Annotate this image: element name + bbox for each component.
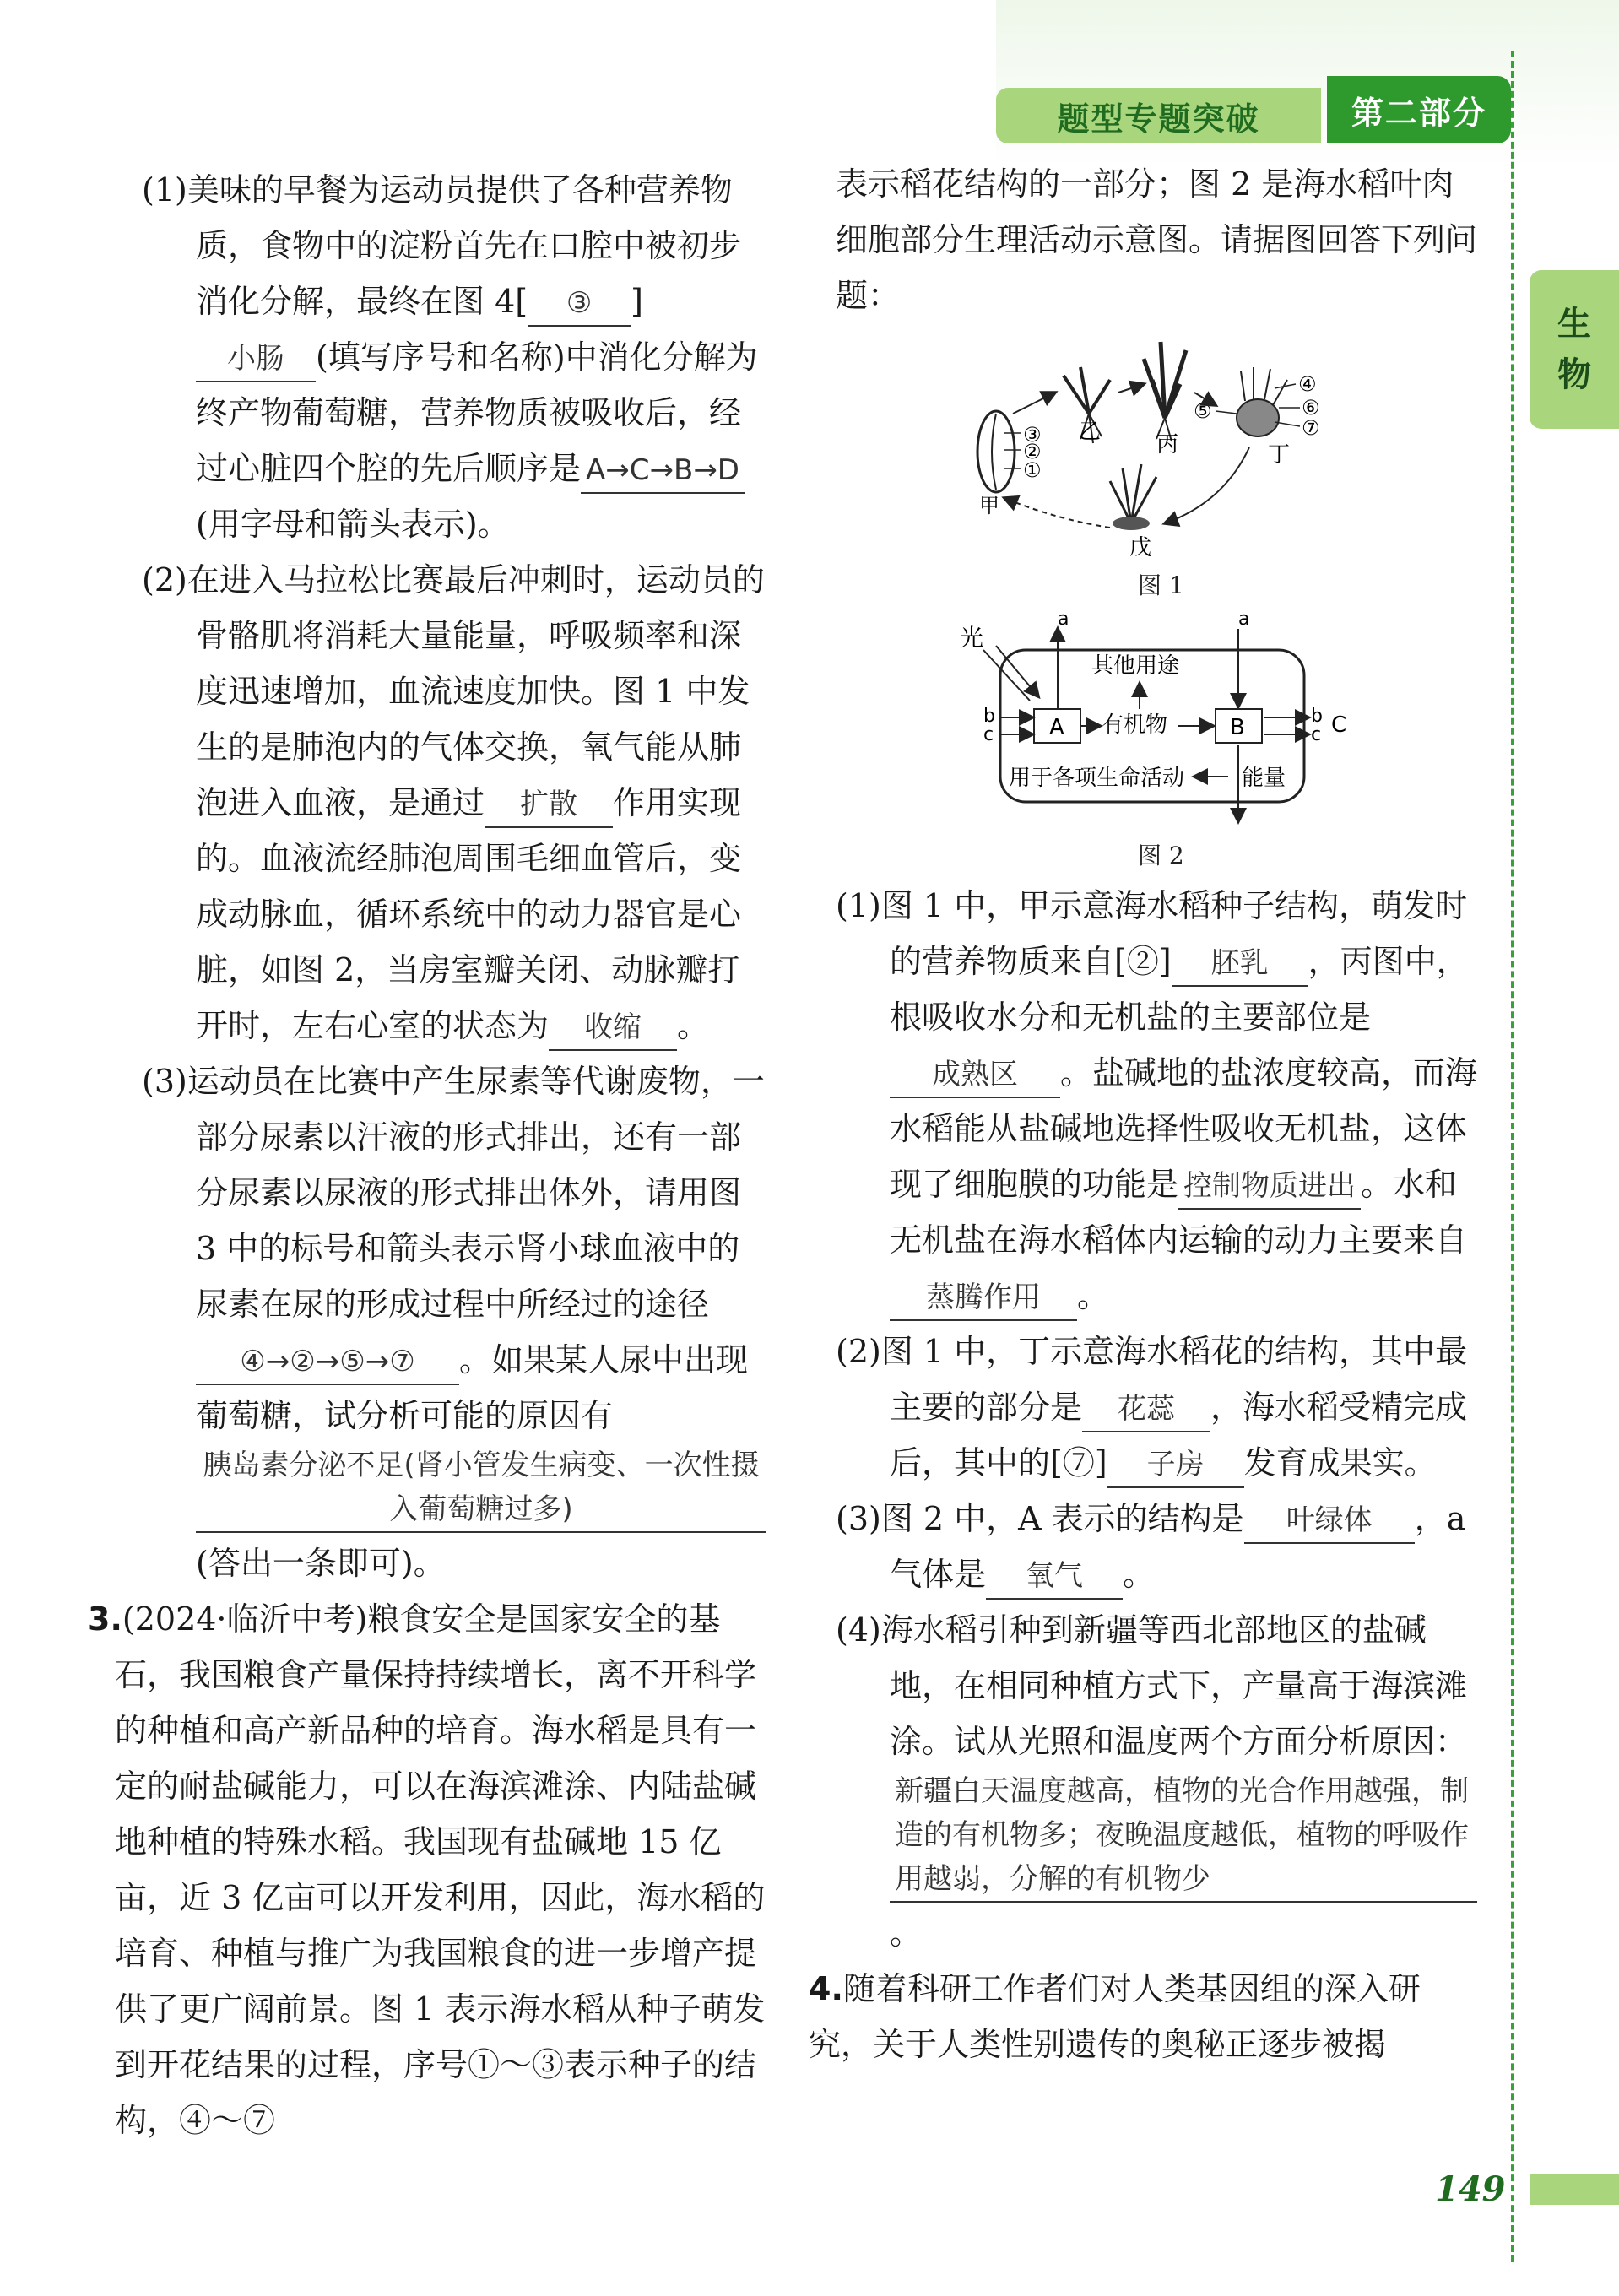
- label-c1: c: [983, 724, 994, 745]
- answer-blank: 子房: [1107, 1443, 1244, 1488]
- label-B: B: [1230, 715, 1245, 740]
- page-number: 149: [1435, 2169, 1506, 2209]
- label-6: ⑥: [1302, 396, 1320, 420]
- question-3: (3)运动员在比赛中产生尿素等代谢废物，一部分尿素以汗液的形式排出，还有一部分尿素以尿液的形式排出体外，请用图 3 中的标号和箭头表示肾小球血液中的尿素在尿的形成过程中所经过的途径④→②→⑤→⑦ 。如果某人尿中出现葡萄糖，试分析可能的原因有胰岛素分泌不足(肾小管发生病变、一次性摄入葡萄糖过多)(答出一条即可)。: [142, 1053, 766, 1591]
- question-1: (1)美味的早餐为运动员提供了各种营养物质，食物中的淀粉首先在口腔中被初步消化分解，最终在图 4[ ③ ] 小肠 (填写序号和名称)中消化分解为终产物葡萄糖，营养物质被吸收后，经过心脏四个腔的先后顺序是 A→C→B→D(用字母和箭头表示)。: [142, 171, 758, 543]
- header-background: [996, 0, 1619, 169]
- section-label: 题型专题突破: [996, 88, 1321, 144]
- subquestion-1: (1)图 1 中，甲示意海水稻种子结构，萌发时的营养物质来自[②] 胚乳 ，丙图中，根吸收水分和无机盐的主要部位是 成熟区 。盐碱地的盐浓度较高，而海水稻能从盐碱地选择性吸收无机盐，这体现了细胞膜的功能是 控制物质进出 。水和无机盐在海水稻体内运输的动力主要来自蒸腾作用 。: [836, 878, 1477, 1324]
- label-7: ⑦: [1302, 416, 1320, 440]
- label-A: A: [1049, 715, 1064, 740]
- label-b1: b: [983, 706, 995, 727]
- label-5: ⑤: [1194, 399, 1212, 423]
- mature-rice-icon: [1110, 464, 1156, 530]
- label-bing: 丙: [1156, 432, 1179, 458]
- part-label: 第二部分: [1327, 76, 1511, 144]
- problem-number: 4.: [809, 1970, 843, 2007]
- answer-blank: 胚乳: [1172, 941, 1308, 987]
- label-c2: c: [1311, 724, 1322, 745]
- label-ding: 丁: [1268, 442, 1291, 468]
- answer-blank: 叶绿体: [1244, 1498, 1415, 1544]
- answer-blank: A→C→B→D: [581, 448, 745, 494]
- answer-blank: 蒸腾作用: [890, 1275, 1077, 1321]
- label-C: C: [1331, 712, 1347, 738]
- subject-char-1: 生: [1557, 305, 1591, 344]
- label-wu: 戊: [1129, 535, 1152, 560]
- problem-3: 3.(2024·临沂中考)粮食安全是国家安全的基石，我国粮食产量保持持续增长，离不开科学的种植和高产新品种的培育。海水稻是具有一定的耐盐碱能力，可以在海滨滩涂、内陆盐碱地种植的特殊水稻。我国现有盐碱地 15 亿亩，近 3 亿亩可以开发利用，因此，海水稻的培育、种植与推广为我国粮食的进一步增产提供了更广阔前景。图 1 表示海水稻从种子萌发到开花结果的过程，序号①～③表示种子的结构，④～⑦: [88, 1600, 766, 2139]
- answer-blank: 胰岛素分泌不足(肾小管发生病变、一次性摄入葡萄糖过多): [196, 1443, 766, 1533]
- answer-blank: 控制物质进出: [1178, 1164, 1361, 1210]
- figure-1: [954, 333, 1351, 566]
- label-light: 光: [960, 624, 984, 652]
- figure-2: [950, 604, 1355, 831]
- answer-blank: 花蕊: [1082, 1387, 1210, 1432]
- answer-blank: 扩散: [485, 782, 613, 828]
- label-b2: b: [1311, 706, 1323, 727]
- answer-blank: 氧气: [986, 1554, 1123, 1600]
- seed-shape: [977, 411, 1015, 492]
- answer-blank: 小肠: [196, 337, 316, 382]
- label-1: ①: [1023, 458, 1042, 482]
- subject-char-2: 物: [1557, 355, 1591, 394]
- label-life-activities: 用于各项生命活动: [1009, 766, 1185, 791]
- label-3: ③: [1023, 423, 1042, 447]
- label-other-uses: 其他用途: [1091, 653, 1180, 679]
- problem-3-intro: 表示稻花结构的一部分；图 2 是海水稻叶肉细胞部分生理活动示意图。请据图回答下列问题：: [836, 165, 1478, 314]
- label-yi: 乙: [1079, 420, 1102, 445]
- footer-bar: [1530, 2174, 1619, 2205]
- problem-4: 4.随着科研工作者们对人类基因组的深入研究，关于人类性别遗传的奥秘正逐步被揭: [809, 1970, 1421, 2063]
- label-energy: 能量: [1242, 766, 1286, 791]
- subquestion-3: (3)图 2 中，A 表示的结构是 叶绿体 ，a 气体是 氧气 。: [836, 1491, 1477, 1602]
- answer-blank: 收缩: [549, 1005, 677, 1051]
- margin-divider: [1511, 51, 1514, 2262]
- figure-2-caption: 图 2: [1138, 842, 1184, 869]
- left-column: [88, 162, 766, 2148]
- question-2: (2)在进入马拉松比赛最后冲刺时，运动员的骨骼肌将消耗大量能量，呼吸频率和深度迅速增加，血流速度加快。图 1 中发生的是肺泡内的气体交换，氧气能从肺泡进入血液，是通过 扩散 作用实现的。血液流经肺泡周围毛细血管后，变成动脉血，循环系统中的动力器官是心脏，如图 2，当房室瓣关闭、动脉瓣打开时，左右心室的状态为 收缩 。: [142, 552, 766, 1053]
- answer-blank: ③: [528, 281, 631, 327]
- subject-tab: [1530, 270, 1619, 429]
- label-organic: 有机物: [1102, 712, 1168, 738]
- problem-number: 3.: [88, 1600, 122, 1638]
- right-column: [836, 156, 1477, 323]
- rice-flower-icon: [1237, 367, 1287, 436]
- answer-blank: ④→②→⑤→⑦: [196, 1340, 459, 1385]
- subquestion-4: (4)海水稻引种到新疆等西北部地区的盐碱地，在相同种植方式下，产量高于海滨滩涂。试从光照和温度两个方面分析原因：新疆白天温度越高，植物的光合作用越强，制造的有机物多；夜晚温度越低，植物的呼吸作用越弱，分解的有机物少。: [836, 1602, 1477, 1961]
- young-plant-icon: [1144, 342, 1186, 441]
- label-jia: 甲: [979, 494, 999, 517]
- answer-blank: 成熟区: [890, 1053, 1060, 1098]
- answer-blank: 新疆白天温度越高，植物的光合作用越强，制造的有机物多；夜晚温度越低，植物的呼吸作用越弱，分解的有机物少: [890, 1769, 1477, 1903]
- figure-1-caption: 图 1: [1138, 571, 1184, 599]
- label-a2: a: [1238, 609, 1250, 630]
- label-2: ②: [1023, 440, 1042, 463]
- subquestion-2: (2)图 1 中，丁示意海水稻花的结构，其中最主要的部分是 花蕊 ，海水稻受精完成后，其中的[⑦] 子房 发育成果实。: [836, 1324, 1477, 1491]
- label-4: ④: [1298, 372, 1317, 396]
- right-column-questions: [809, 878, 1478, 2072]
- label-a1: a: [1058, 609, 1069, 630]
